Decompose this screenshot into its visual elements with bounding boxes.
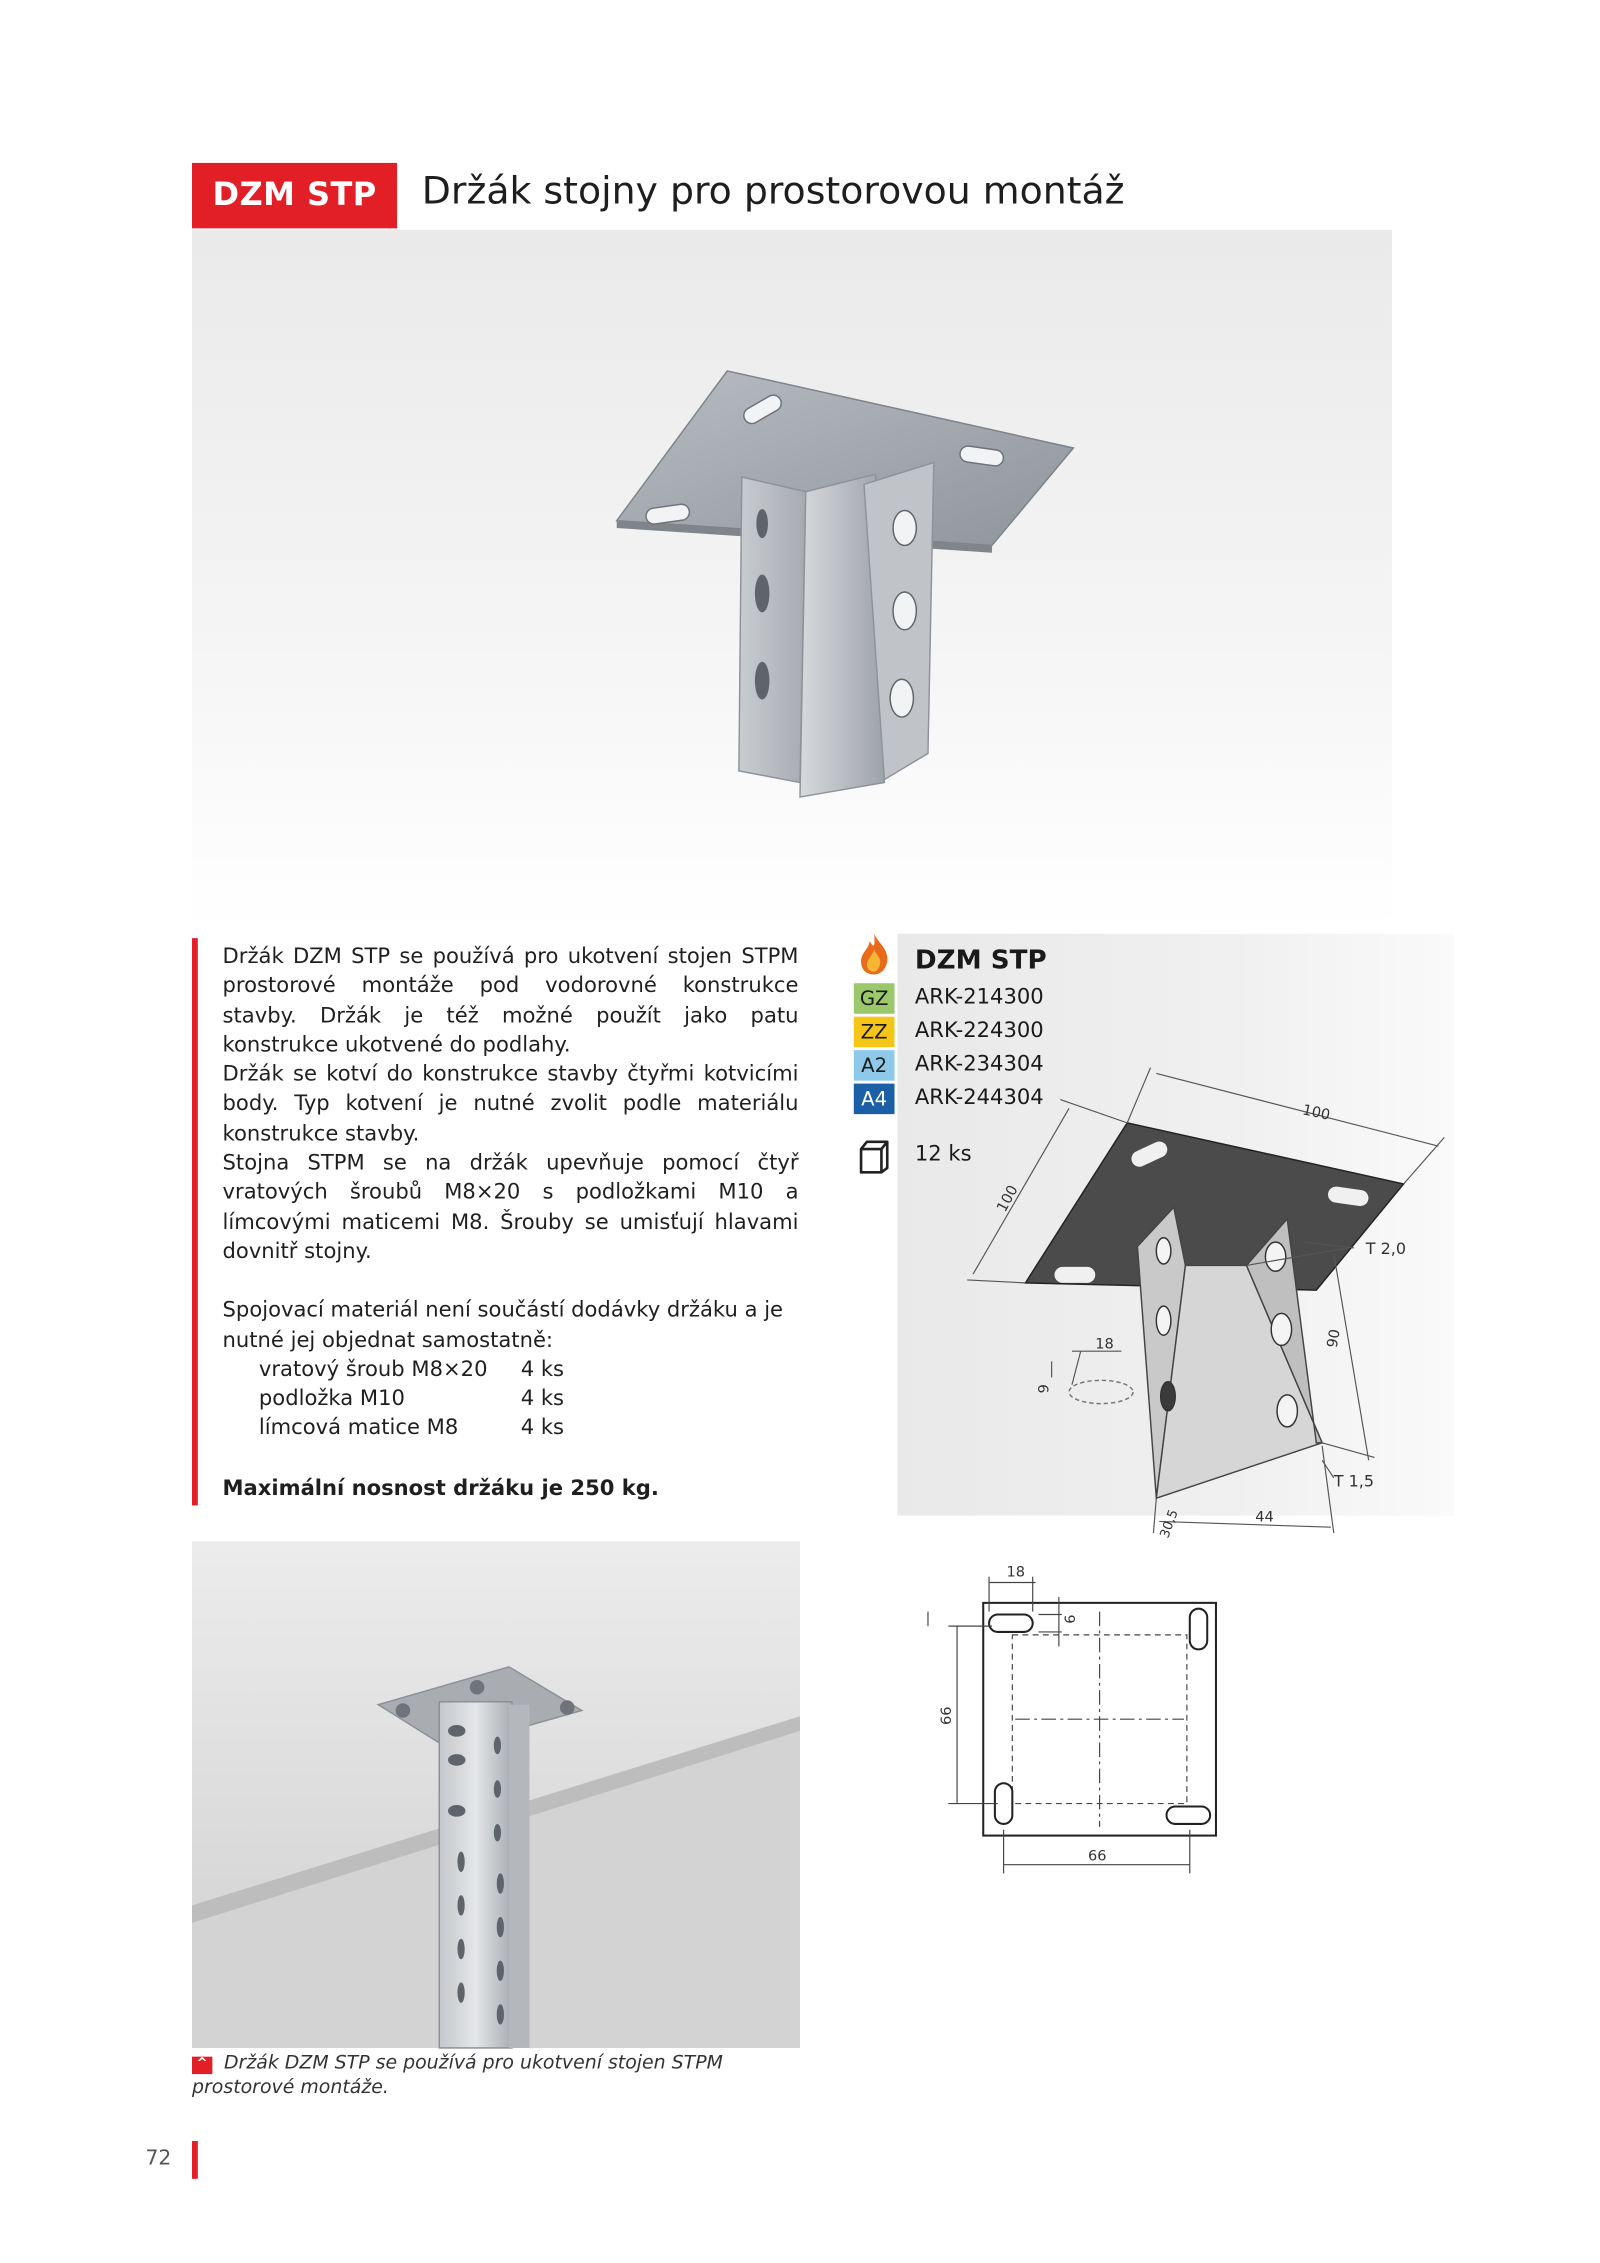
dim-width: 100 <box>1300 1102 1332 1124</box>
plate-thickness-label: T 2,0 <box>1365 1238 1407 1258</box>
fire-icon <box>857 932 892 976</box>
technical-drawing-top-view <box>916 1553 1265 1888</box>
product-name: DZM STP <box>914 945 1047 976</box>
caption-text: Držák DZM STP se používá pro ukotvení stojen STPM prostorové montáže. <box>191 2052 723 2099</box>
finish-badge-a2: A2 <box>854 1050 895 1081</box>
description-paragraph: Držák se kotví do konstrukce stavby čtyřmi kotvicími body. Typ kotvení je nutné zvolit podle materiálu konstrukce stavby. <box>222 1063 799 1146</box>
accessory-row <box>223 1355 799 1385</box>
package-quantity: 12 ks <box>914 1143 972 1167</box>
top-dim-spacing-vertical: 66 <box>939 1706 956 1726</box>
max-load-note: Maximální nosnost držáku je 250 kg. <box>222 1477 659 1502</box>
installation-illustration <box>192 1542 800 2048</box>
photo-caption <box>192 2051 803 2100</box>
dim-profile-width: 44 <box>1255 1509 1274 1526</box>
profile-thickness-label: T 1,5 <box>1333 1471 1375 1491</box>
page-title: Držák stojny pro prostorovou montáž <box>421 170 1125 214</box>
page-number-bar <box>192 2141 198 2179</box>
accessories-intro: Spojovací materiál není součástí dodávky držáku a je nutné jej objednat samostatně: <box>222 1299 784 1353</box>
accessory-row <box>223 1385 799 1415</box>
accessory-name: vratový šroub M8×20 <box>258 1358 488 1382</box>
description-paragraph: Stojna STPM se na držák upevňuje pomocí čtyř vratových šroubů M8×20 s podložkami M10 a límcovými maticemi M8. Šrouby se umisťují hlavami dovnitř stojny. <box>222 1152 799 1264</box>
dim-profile-depth: 30,5 <box>1157 1507 1182 1541</box>
dim-slot-length: 18 <box>1095 1336 1114 1353</box>
top-dim-spacing-horizontal: 66 <box>1087 1848 1107 1865</box>
accessory-qty: 4 ks <box>520 1358 565 1382</box>
variant-code: ARK-224300 <box>914 1019 1044 1043</box>
description-text <box>223 943 799 1444</box>
description-paragraph: Držák DZM STP se používá pro ukotvení stojen STPM prostorové montáže pod vodorovné konstrukce stavby. Držák je též možné použít jako patu konstrukce ukotvené do podlahy. <box>222 945 799 1058</box>
dim-depth: 100 <box>994 1182 1022 1215</box>
accessory-name: límcová matice M8 <box>258 1417 459 1441</box>
dim-slot-width: 9 <box>1036 1384 1053 1394</box>
finish-badge-gz: GZ <box>854 983 895 1014</box>
installation-photo <box>192 1542 800 2048</box>
accessory-row <box>223 1414 799 1444</box>
package-box-icon <box>855 1137 893 1175</box>
top-dim-slot-width: 9 <box>1060 1614 1077 1624</box>
finish-badge-a4: A4 <box>854 1084 895 1115</box>
dim-height: 90 <box>1324 1328 1344 1350</box>
page-number: 72 <box>145 2146 172 2171</box>
caret-up-icon: ^ <box>192 2056 212 2073</box>
product-code-badge: DZM STP <box>192 163 397 228</box>
accessory-name: podložka M10 <box>258 1387 405 1412</box>
accent-bar <box>192 938 198 1505</box>
accessory-qty: 4 ks <box>520 1417 565 1441</box>
variant-code: ARK-244304 <box>914 1086 1044 1110</box>
finish-badge-zz: ZZ <box>854 1017 895 1048</box>
variant-code: ARK-214300 <box>914 986 1044 1010</box>
variant-code: ARK-234304 <box>914 1053 1044 1077</box>
bracket-render-illustration <box>192 230 1392 928</box>
top-dim-slot-length: 18 <box>1006 1564 1026 1581</box>
accessory-qty: 4 ks <box>520 1387 565 1412</box>
product-hero-image <box>192 230 1392 928</box>
